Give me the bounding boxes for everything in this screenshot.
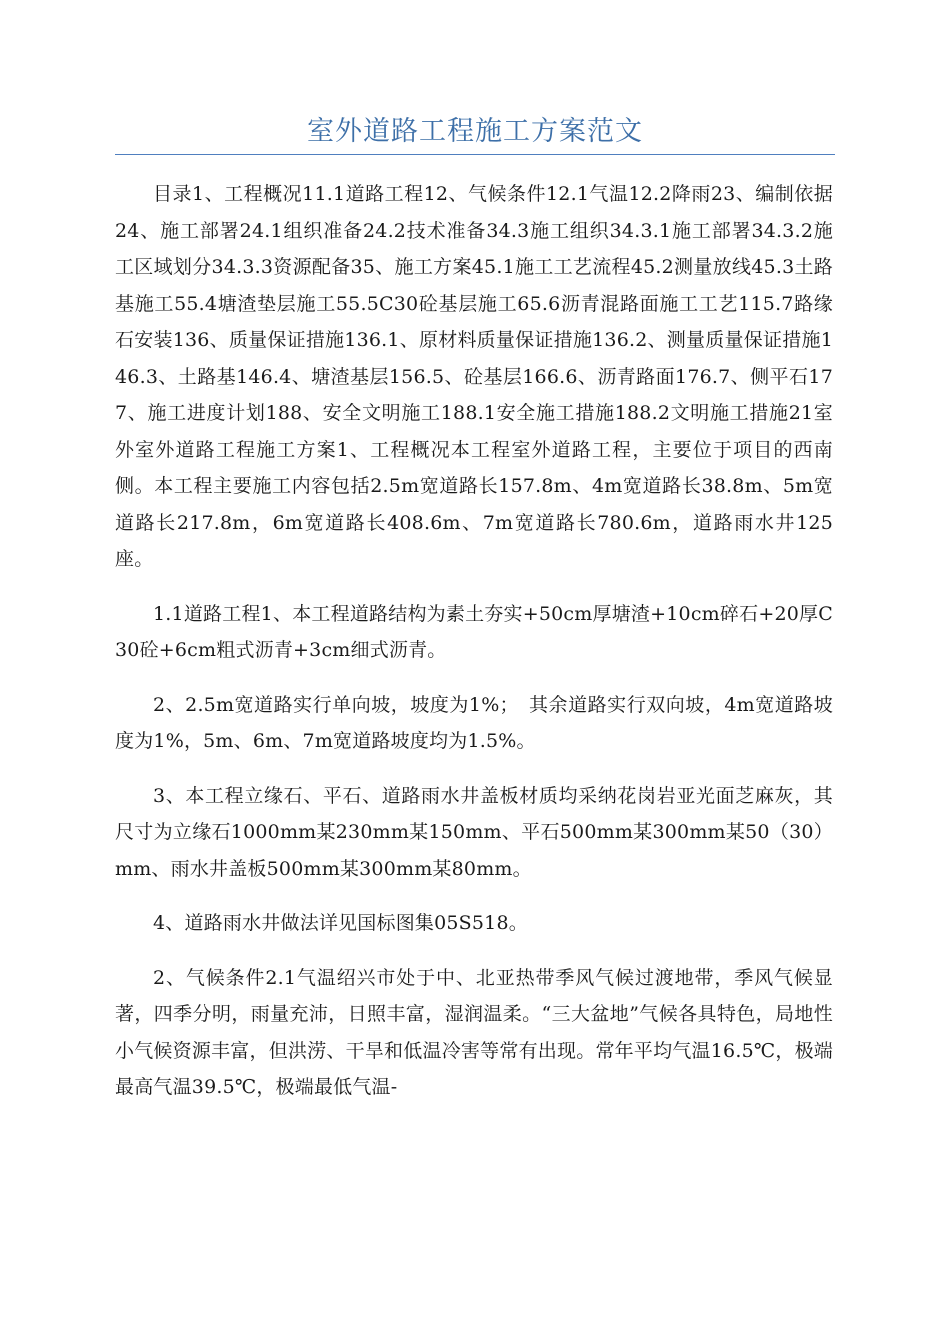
paragraph-rainwater-well: 4、道路雨水井做法详见国标图集05S518。 (153, 912, 528, 934)
paragraph-toc-overview: 目录1、工程概况11.1道路工程12、气候条件12.1气温12.2降雨23、编制依据24、施工部署24.1组织准备24.2技术准备34.3施工组织34.3.1施工部署34.3.2施工区域划分34.3.3资源配备35、施工方案45.1施工工艺流程45.2测量放线45.3土路基施工55.4塘渣垫层施工55.5C30砼基层施工65.6沥青混路面施工工艺115.7路缘石安装136、质量保证措施136.1、原材料质量保证措施136.2、测量质量保证措施146.3、土路基146.4、塘渣基层156.5、砼基层166.6、沥青路面176.7、侧平石177、施工进度计划188、安全文明施工188.1安全施工措施188.2文明施工措施21室外室外道路工程施工方案1、工程概况本工程室外道路工程，主要位于项目的西南侧。本工程主要施工内容包括2.5m宽道路长157.8m、4m宽道路长38.8m、5m宽道路长217.8m，6m宽道路长408.6m、7m宽道路长780.6m，道路雨水井125座。 (115, 183, 833, 570)
paragraph-road-slope: 2、2.5m宽道路实行单向坡，坡度为1%； 其余道路实行双向坡，4m宽道路坡度为1%，5m、6m、7m宽道路坡度均为1.5%。 (115, 693, 833, 752)
document-body (115, 176, 833, 1124)
paragraph-road-structure: 1.1道路工程1、本工程道路结构为素土夯实+50cm厚塘渣+10cm碎石+20厚C30砼+6cm粗式沥青+3cm细式沥青。 (115, 602, 833, 661)
paragraph-climate: 2、气候条件2.1气温绍兴市处于中、北亚热带季风气候过渡地带，季风气候显著，四季分明，雨量充沛，日照丰富，湿润温柔。“三大盆地”气候各具特色，局地性小气候资源丰富，但洪涝、干旱和低温冷害等常有出现。常年平均气温16.5℃，极端最高气温39.5℃，极端最低气温- (115, 966, 833, 1098)
paragraph-curbstone-material: 3、本工程立缘石、平石、道路雨水井盖板材质均采纳花岗岩亚光面芝麻灰，其尺寸为立缘石1000mm某230mm某150mm、平石500mm某300mm某50（30）mm、雨水井盖板500mm某300mm某80mm。 (115, 784, 833, 880)
document-title: 室外道路工程施工方案范文 (307, 116, 643, 147)
title-underline (115, 154, 835, 155)
